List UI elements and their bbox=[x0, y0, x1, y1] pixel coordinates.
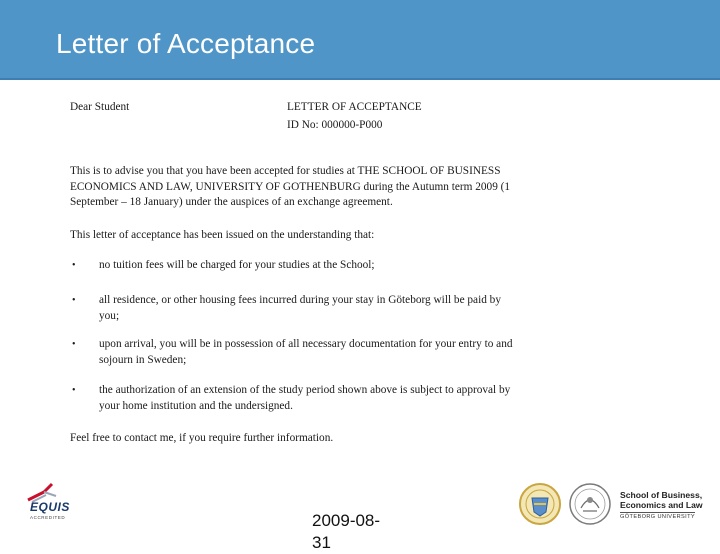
slide-title: Letter of Acceptance bbox=[56, 28, 316, 59]
list-item-text: all residence, or other housing fees incurred during your stay in Göteborg will be paid by you; bbox=[99, 294, 501, 322]
paragraph-acceptance: This is to advise you that you have been accepted for studies at THE SCHOOL OF BUSINESS ECONOMICS AND LAW, UNIVERSITY OF GOTHENBURG during the Autumn term 2009 (1 September – 18 January) under the auspices of an exchange agreement. bbox=[70, 165, 511, 208]
id-number: ID No: 000000-P000 bbox=[287, 119, 383, 131]
letter-heading: LETTER OF ACCEPTANCE bbox=[287, 101, 422, 113]
bullet-icon: • bbox=[72, 295, 76, 306]
paragraph-understanding: This letter of acceptance has been issued on the understanding that: bbox=[70, 229, 375, 241]
list-item-text: no tuition fees will be charged for your studies at the School; bbox=[99, 259, 375, 271]
list-item-text: the authorization of an extension of the study period shown above is subject to approval by your home institution and the undersigned. bbox=[99, 384, 511, 412]
university-seal-icon bbox=[518, 482, 562, 526]
equis-name: EQUIS bbox=[30, 500, 70, 514]
closing-line: Feel free to contact me, if you require further information. bbox=[70, 432, 334, 444]
salutation: Dear Student bbox=[70, 101, 130, 113]
school-seal-icon bbox=[568, 482, 612, 526]
university-name: GÖTEBORG UNIVERSITY bbox=[620, 514, 696, 520]
school-name-line-2: Economics and Law bbox=[620, 500, 703, 510]
bullet-icon: • bbox=[72, 339, 76, 350]
title-bar bbox=[0, 0, 720, 80]
bullet-icon: • bbox=[72, 385, 76, 396]
slide-date: 2009-08-31 bbox=[312, 511, 381, 552]
equis-accredited: ACCREDITED bbox=[30, 515, 66, 520]
school-name bbox=[620, 490, 703, 510]
list-item-text: upon arrival, you will be in possession of all necessary documentation for your entry to and sojourn in Sweden; bbox=[99, 338, 513, 366]
school-name-line-1: School of Business, bbox=[620, 490, 703, 500]
bullet-icon: • bbox=[72, 260, 76, 271]
